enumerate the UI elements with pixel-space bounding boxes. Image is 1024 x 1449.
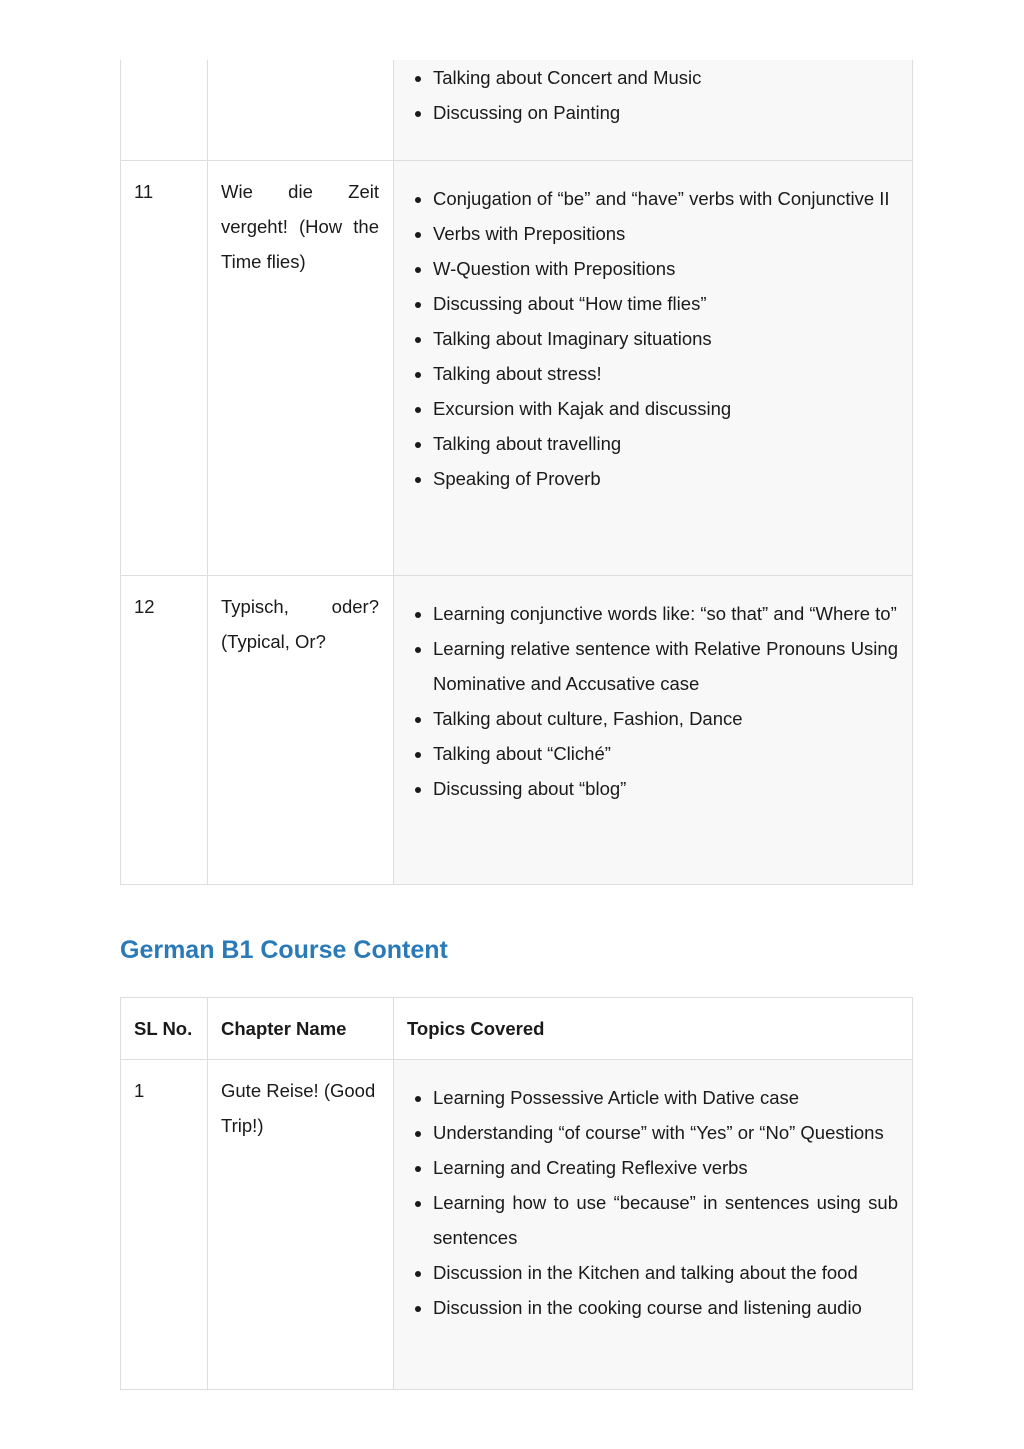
topics-list xyxy=(407,1073,898,1325)
header-sl: SL No. xyxy=(121,998,208,1060)
list-item: • Talking about “Cliché” xyxy=(433,736,898,771)
chapter-cell xyxy=(208,60,394,160)
list-item: • Learning conjunctive words like: “so that” and “Where to” xyxy=(433,596,898,631)
sl-cell: 1 xyxy=(121,1060,208,1390)
topics-list xyxy=(407,60,898,130)
b1-course-table xyxy=(120,997,913,1390)
chapter-cell: Typisch, oder? (Typical, Or? xyxy=(208,575,394,884)
header-chapter: Chapter Name xyxy=(208,998,394,1060)
table-row xyxy=(121,60,913,160)
list-item: • Learning and Creating Reflexive verbs xyxy=(433,1150,898,1185)
sl-cell: 12 xyxy=(121,575,208,884)
topics-cell xyxy=(394,1060,913,1390)
chapter-cell: Wie die Zeit vergeht! (How the Time flies) xyxy=(208,160,394,575)
list-item: • Talking about Imaginary situations xyxy=(433,321,898,356)
list-item: • Learning Possessive Article with Dative case xyxy=(433,1080,898,1115)
list-item: • Discussion in the Kitchen and talking about the food xyxy=(433,1255,898,1290)
a2-course-table xyxy=(120,60,913,885)
topics-cell xyxy=(394,575,913,884)
list-item: • Talking about stress! xyxy=(433,356,898,391)
list-item: • Conjugation of “be” and “have” verbs with Conjunctive II xyxy=(433,181,898,216)
list-item: • Discussing about “blog” xyxy=(433,771,898,806)
list-item: • Talking about Concert and Music xyxy=(433,60,898,95)
list-item: • Understanding “of course” with “Yes” or “No” Questions xyxy=(433,1115,898,1150)
sl-cell xyxy=(121,60,208,160)
list-item: • Discussing on Painting xyxy=(433,95,898,130)
table-row xyxy=(121,575,913,884)
topics-list xyxy=(407,589,898,806)
list-item: • Excursion with Kajak and discussing xyxy=(433,391,898,426)
topics-list xyxy=(407,174,898,496)
list-item: • Talking about culture, Fashion, Dance xyxy=(433,701,898,736)
header-topics: Topics Covered xyxy=(394,998,913,1060)
section-heading: German B1 Course Content xyxy=(120,936,448,964)
list-item: • Discussion in the cooking course and listening audio xyxy=(433,1290,898,1325)
list-item: • Talking about travelling xyxy=(433,426,898,461)
list-item: • Speaking of Proverb xyxy=(433,461,898,496)
table-row xyxy=(121,1060,913,1390)
list-item: • Learning how to use “because” in sentences using sub sentences xyxy=(433,1185,898,1255)
sl-cell: 11 xyxy=(121,160,208,575)
topics-cell xyxy=(394,160,913,575)
table-header-row xyxy=(121,998,913,1060)
topics-cell xyxy=(394,60,913,160)
list-item: • Verbs with Prepositions xyxy=(433,216,898,251)
list-item: • Discussing about “How time flies” xyxy=(433,286,898,321)
chapter-cell: Gute Reise! (Good Trip!) xyxy=(208,1060,394,1390)
list-item: • W-Question with Prepositions xyxy=(433,251,898,286)
table-row xyxy=(121,160,913,575)
list-item: • Learning relative sentence with Relative Pronouns Using Nominative and Accusative case xyxy=(433,631,898,701)
